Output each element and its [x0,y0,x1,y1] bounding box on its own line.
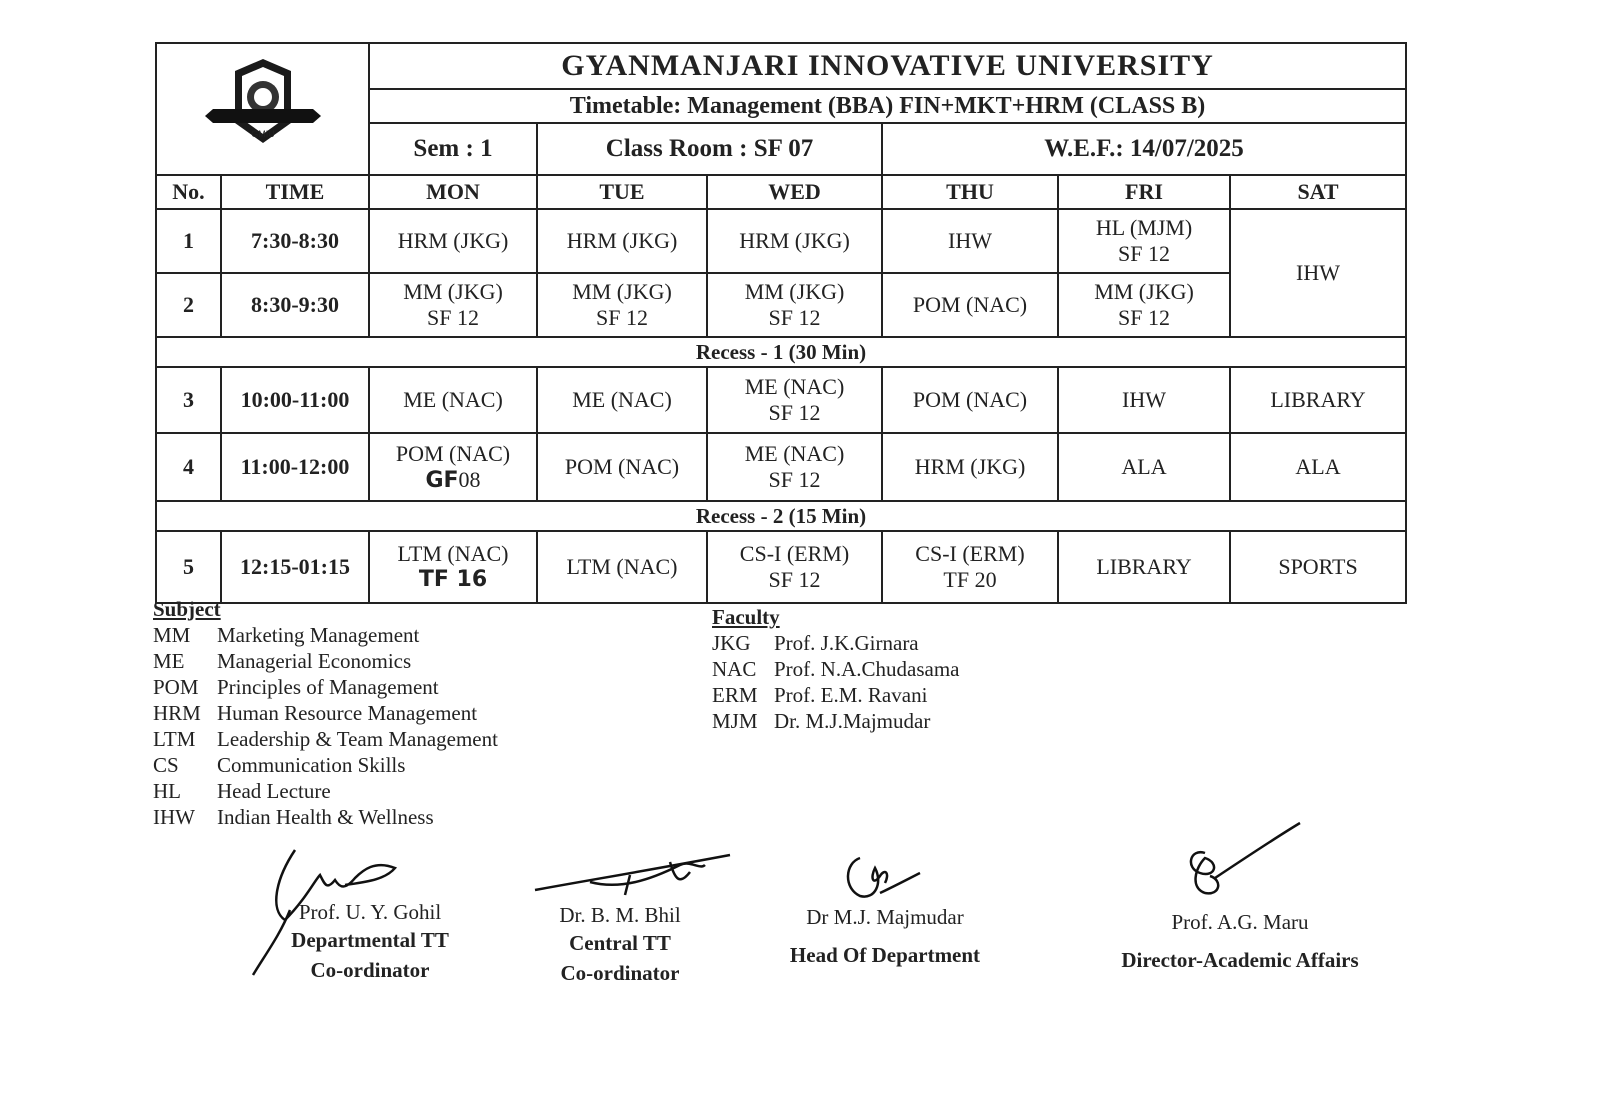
signatory-1 [255,900,485,985]
cell-thu [882,273,1058,337]
cell-wed [707,209,882,273]
cell-text: LTM (NAC) [397,541,509,566]
subject-legend [153,596,498,830]
cell-text: LIBRARY [1096,554,1192,579]
col-header-fri: FRI [1058,175,1230,209]
cell-text: MM (JKG) [1094,279,1194,304]
cell-room: SF 12 [768,400,821,425]
legend-item [712,630,959,656]
col-header-time: TIME [221,175,369,209]
signatory-name: Prof. A.G. Maru [1171,910,1309,934]
period-time: 10:00-11:00 [221,367,369,433]
col-header-no: No. [156,175,221,209]
cell-wed [707,433,882,501]
cell-mon [369,367,537,433]
cell-fri [1058,433,1230,501]
legend-item [712,682,959,708]
cell-room: SF 12 [768,305,821,330]
legend-abbr: ERM [712,683,758,707]
legend-item [153,752,498,778]
cell-text: HRM (JKG) [566,228,678,253]
cell-text: ALA [1121,454,1167,479]
col-header-sat: SAT [1230,175,1406,209]
cell-tue [537,273,707,337]
cell-text: POM (NAC) [564,454,680,479]
period-row [156,273,1406,337]
cell-fri [1058,367,1230,433]
cell-text: ME (NAC) [744,374,845,399]
legend-name: Leadership & Team Management [217,727,498,751]
legend-item [153,778,498,804]
period-time: 11:00-12:00 [221,433,369,501]
legend-item [712,656,959,682]
signatory-role: Director-Academic Affairs [1121,948,1359,972]
wef-date: W.E.F.: 14/07/2025 [882,123,1406,175]
col-header-mon: MON [369,175,537,209]
cell-fri [1058,531,1230,603]
col-header-tue: TUE [537,175,707,209]
cell-room: SF 12 [768,467,821,492]
classroom: Class Room : SF 07 [537,123,882,175]
signature-scribble-icon [835,848,925,908]
legend-name: Prof. E.M. Ravani [774,683,928,707]
printed-room: 08 [458,466,481,492]
cell-text: HL (MJM) [1095,215,1193,240]
cell-text: POM (NAC) [395,440,511,466]
cell-text: CS-I (ERM) [739,541,850,566]
cell-sat [1230,209,1406,337]
cell-room: SF 12 [596,305,648,330]
handwritten-room: TF 16 [418,567,488,592]
cell-wed [707,531,882,603]
signatory-name: Prof. U. Y. Gohil [298,900,442,924]
faculty-legend-title: Faculty [712,605,780,629]
recess-2: Recess - 2 (15 Min) [156,501,1406,531]
legend-abbr: HL [153,779,181,803]
legend-name: Prof. J.K.Girnara [774,631,919,655]
legend-item [712,708,959,734]
cell-text: LTM (NAC) [566,554,678,579]
cell-text: MM (JKG) [403,279,503,304]
cell-text: MM (JKG) [744,279,845,304]
cell-mon [369,209,537,273]
legend-abbr: LTM [153,727,196,751]
cell-text: ME (NAC) [744,441,845,466]
university-name: GYANMANJARI INNOVATIVE UNIVERSITY [369,43,1406,89]
legend-item [153,726,498,752]
col-header-wed: WED [707,175,882,209]
period-no: 5 [156,531,221,603]
handwritten-room: GF [425,467,459,493]
legend-abbr: NAC [712,657,757,681]
period-no: 2 [156,273,221,337]
cell-tue [537,531,707,603]
legend-abbr: MM [153,623,191,647]
cell-thu [882,209,1058,273]
legend-item [153,622,498,648]
cell-text: ALA [1295,454,1341,479]
period-time: 7:30-8:30 [221,209,369,273]
cell-text: IHW [1122,387,1166,412]
legend-name: Indian Health & Wellness [217,805,434,829]
cell-tue [537,209,707,273]
legend-abbr: POM [153,675,199,699]
cell-text: HRM (JKG) [914,454,1026,479]
cell-text: POM (NAC) [912,292,1028,317]
cell-room: SF 12 [768,567,821,592]
cell-text: LIBRARY [1270,387,1366,412]
col-header-thu: THU [882,175,1058,209]
subject-legend-title: Subject [153,597,221,621]
cell-text: IHW [948,228,992,253]
signatory-2 [505,903,735,988]
legend-abbr: JKG [712,631,751,655]
timetable [155,42,1407,604]
cell-fri [1058,273,1230,337]
legend-abbr: ME [153,649,185,673]
cell-text: POM (NAC) [912,387,1028,412]
cell-room: TF 20 [943,567,997,592]
signature-scribble-icon [530,850,740,910]
cell-room: SF 12 [1118,241,1170,266]
cell-text: IHW [1296,260,1341,285]
period-row [156,367,1406,433]
legend-name: Prof. N.A.Chudasama [774,657,960,681]
cell-room: SF 12 [1118,305,1170,330]
signatory-role: Co-ordinator [560,961,680,985]
legend-item [153,648,498,674]
legend-name: Communication Skills [217,753,406,777]
period-row [156,433,1406,501]
legend-item [153,804,498,830]
cell-text: ME (NAC) [403,387,503,412]
cell-sat [1230,531,1406,603]
legend-abbr: HRM [153,701,201,725]
faculty-legend [712,604,959,734]
signatory-3 [760,905,1010,970]
logo-text: GMIU [250,129,275,139]
cell-text: CS-I (ERM) [915,541,1025,566]
signatory-4 [1090,910,1390,975]
cell-text: MM (JKG) [572,279,672,304]
cell-fri [1058,209,1230,273]
legend-abbr: MJM [712,709,758,733]
signatory-name: Dr M.J. Majmudar [806,905,964,929]
cell-text: HRM (JKG) [739,228,850,253]
period-time: 12:15-01:15 [221,531,369,603]
cell-sat [1230,433,1406,501]
cell-thu [882,531,1058,603]
recess-1: Recess - 1 (30 Min) [156,337,1406,367]
legend-name: Marketing Management [217,623,420,647]
period-time: 8:30-9:30 [221,273,369,337]
legend-name: Dr. M.J.Majmudar [774,709,931,733]
legend-name: Human Resource Management [217,701,478,725]
cell-tue [537,433,707,501]
cell-text: ME (NAC) [572,387,672,412]
cell-text: HRM (JKG) [397,228,509,253]
signatory-role: Co-ordinator [310,958,430,982]
period-no: 1 [156,209,221,273]
signatory-role: Head Of Department [789,943,981,967]
period-no: 3 [156,367,221,433]
cell-room [374,467,532,494]
semester: Sem : 1 [369,123,537,175]
cell-mon [369,273,537,337]
cell-sat [1230,367,1406,433]
signatory-role: Departmental TT [291,928,449,952]
legend-name: Principles of Management [217,675,439,699]
cell-mon [369,531,537,603]
cell-text: SPORTS [1278,554,1358,579]
timetable-title: Timetable: Management (BBA) FIN+MKT+HRM (CLASS B) [369,89,1406,123]
legend-abbr: CS [153,753,179,777]
signatory-name: Dr. B. M. Bhil [559,903,681,927]
logo [156,43,369,175]
legend-abbr: IHW [153,805,195,829]
cell-wed [707,367,882,433]
legend-name: Head Lecture [217,779,331,803]
legend-name: Managerial Economics [217,649,412,673]
period-no: 4 [156,433,221,501]
cell-thu [882,367,1058,433]
cell-tue [537,367,707,433]
cell-room: SF 12 [427,305,479,330]
university-crest-icon [163,51,363,161]
period-row [156,531,1406,603]
period-row [156,209,1406,273]
cell-thu [882,433,1058,501]
cell-mon [369,433,537,501]
signature-scribble-icon [1175,818,1305,908]
signatory-role: Central TT [569,931,671,955]
legend-item [153,700,498,726]
cell-wed [707,273,882,337]
legend-item [153,674,498,700]
